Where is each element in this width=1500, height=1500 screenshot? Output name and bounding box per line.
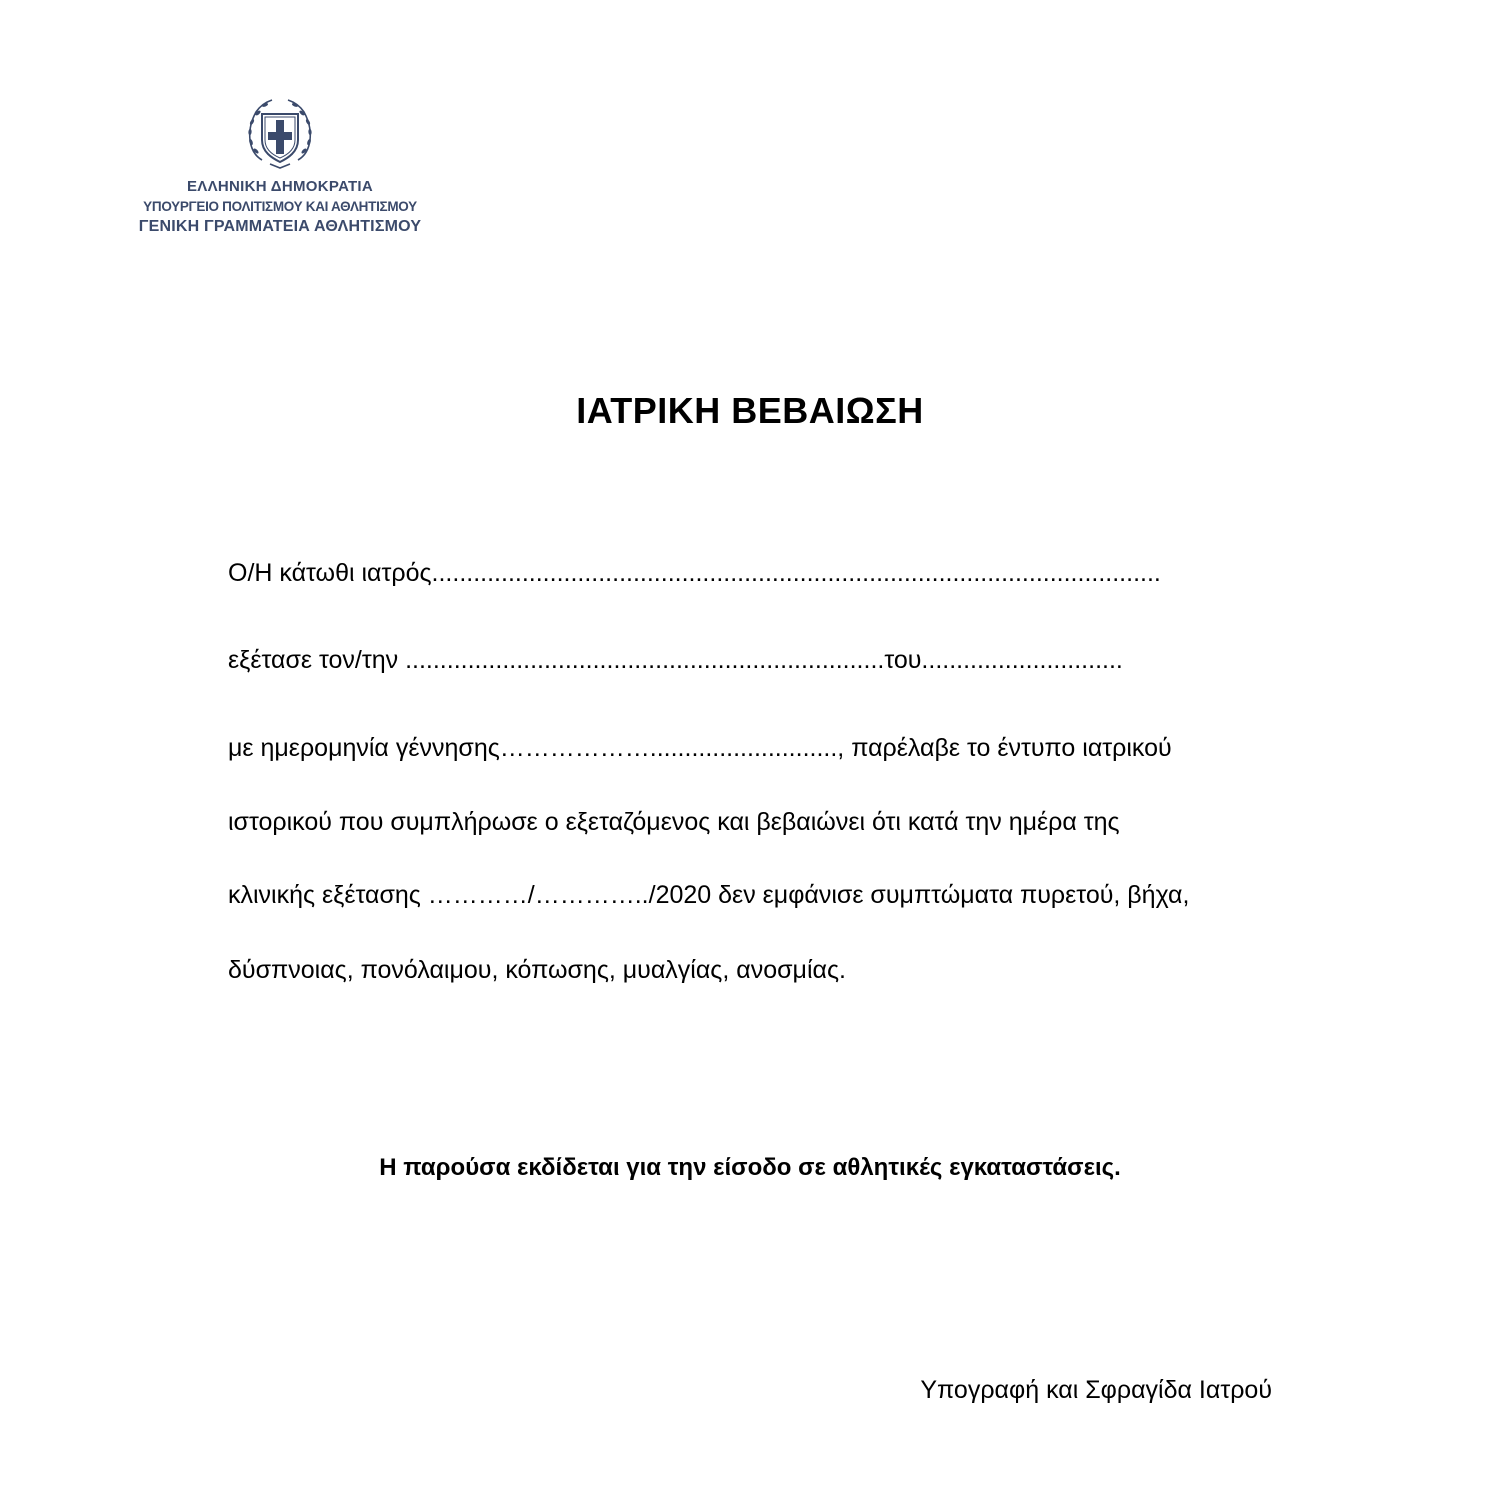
- exam-date-line: κλινικής εξέτασης …………/…………../2020 δεν εμφάνισε συμπτώματα πυρετού, βήχα,: [228, 881, 1190, 909]
- body-line-4: ιστορικού που συμπλήρωσε ο εξεταζόμενος και βεβαιώνει ότι κατά την ημέρα της: [228, 808, 1120, 836]
- ministry-header: [110, 96, 450, 237]
- signature-label: Υπογραφή και Σφραγίδα Ιατρού: [920, 1376, 1272, 1404]
- document-title: ΙΑΤΡΙΚΗ ΒΕΒΑΙΩΣΗ: [576, 390, 924, 431]
- doctor-name-line: Ο/Η κάτωθι ιατρός.........................................................................................................: [228, 559, 1161, 587]
- patient-name-line: εξέτασε τον/την .....................................................................του.............................: [228, 646, 1123, 674]
- header-country: ΕΛΛΗΝΙΚΗ ΔΗΜΟΚΡΑΤΙΑ: [186, 178, 374, 195]
- birth-date-line: με ημερομηνία γέννησης………………..........................., παρέλαβε το έντυπο ιατρικού: [228, 734, 1172, 762]
- symptoms-line: δύσπνοιας, πονόλαιμου, κόπωσης, μυαλγίας, ανοσμίας.: [228, 956, 846, 984]
- header-ministry: ΥΠΟΥΡΓΕΙΟ ΠΟΛΙΤΙΣΜΟΥ ΚΑΙ ΑΘΛΗΤΙΣΜΟΥ: [143, 199, 417, 214]
- purpose-notice: Η παρούσα εκδίδεται για την είσοδο σε αθλητικές εγκαταστάσεις.: [379, 1154, 1121, 1181]
- greek-coat-of-arms-icon: [240, 96, 320, 172]
- header-secretariat: ΓΕΝΙΚΗ ΓΡΑΜΜΑΤΕΙΑ ΑΘΛΗΤΙΣΜΟΥ: [138, 218, 422, 235]
